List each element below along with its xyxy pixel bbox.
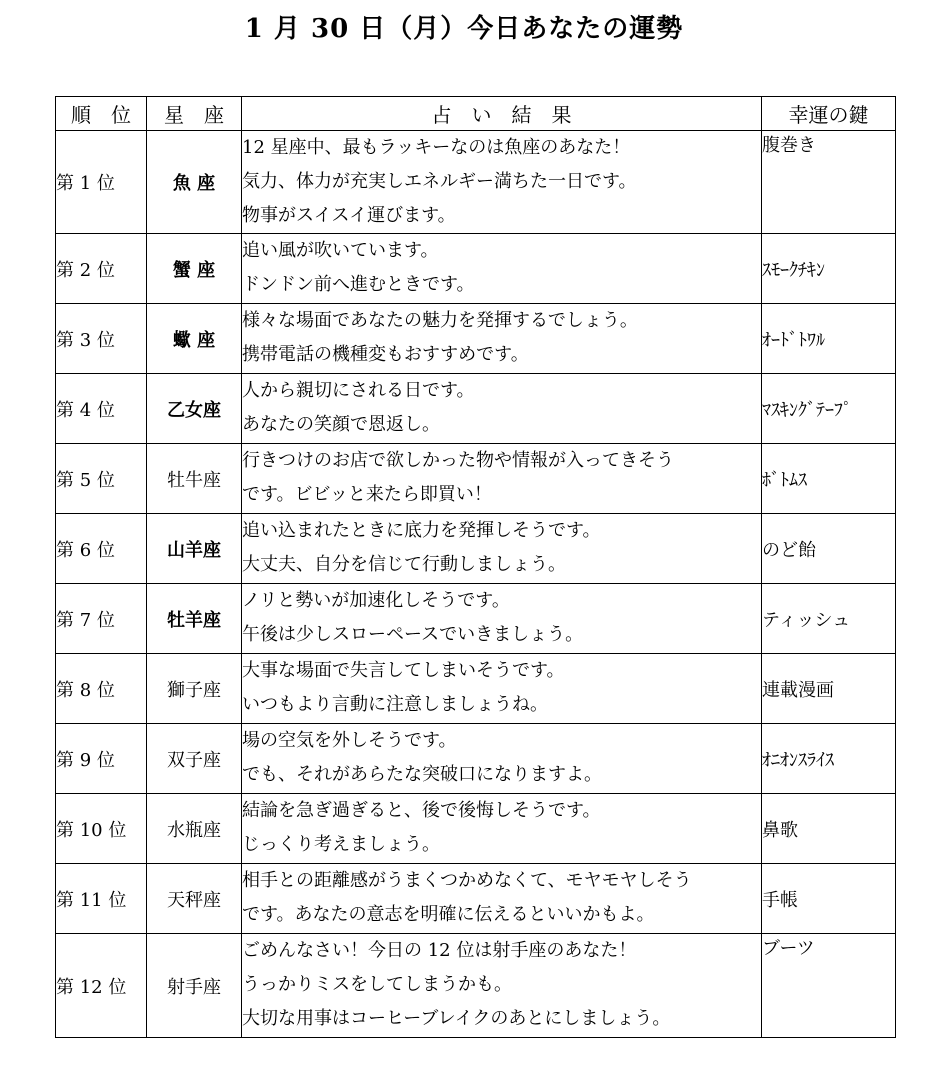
- table-row: [56, 934, 896, 1038]
- table-row: [56, 724, 896, 794]
- fortune-line: 追い風が吹いています。: [242, 240, 439, 261]
- zodiac-sign-cell: 牡牛座: [147, 444, 242, 514]
- rank-cell: 第 1 位: [56, 131, 147, 234]
- fortune-line: 気力、体力が充実しエネルギー満ちた一日です。: [242, 171, 637, 192]
- fortune-line: ごめんなさい！今日の 12 位は射手座のあなた！: [242, 940, 637, 961]
- fortune-line: 人から親切にされる日です。: [242, 380, 475, 401]
- table-row: [56, 374, 896, 444]
- lucky-key-cell: ﾎﾞﾄﾑｽ: [762, 444, 896, 514]
- fortune-line: です。あなたの意志を明確に伝えるといいかもよ。: [242, 904, 655, 925]
- page-title: 1 月 30 日（月）今日あなたの運勢: [244, 14, 684, 44]
- fortune-line: 大切な用事はコーヒーブレイクのあとにしましょう。: [242, 1008, 671, 1029]
- table-row: [56, 794, 896, 864]
- rank-cell: 第 8 位: [56, 654, 147, 724]
- fortune-result-cell: [242, 864, 762, 934]
- rank-cell: 第 2 位: [56, 234, 147, 304]
- table-row: [56, 864, 896, 934]
- zodiac-sign-cell: 天秤座: [147, 864, 242, 934]
- zodiac-sign-cell: 魚 座: [147, 131, 242, 234]
- rank-cell: 第 3 位: [56, 304, 147, 374]
- fortune-line: 午後は少しスローペースでいきましょう。: [242, 624, 584, 645]
- zodiac-sign-cell: 射手座: [147, 934, 242, 1038]
- fortune-line: 12 星座中、最もラッキーなのは魚座のあなた！: [242, 137, 631, 158]
- fortune-line: 物事がスイスイ運びます。: [242, 205, 456, 226]
- fortune-result-cell: [242, 131, 762, 234]
- zodiac-sign-cell: 蠍 座: [147, 304, 242, 374]
- zodiac-sign-cell: 獅子座: [147, 654, 242, 724]
- zodiac-sign-cell: 双子座: [147, 724, 242, 794]
- rank-cell: 第 4 位: [56, 374, 147, 444]
- zodiac-sign-cell: 水瓶座: [147, 794, 242, 864]
- rank-cell: 第 6 位: [56, 514, 147, 584]
- fortune-line: 携帯電話の機種変もおすすめです。: [242, 344, 529, 365]
- fortune-result-cell: [242, 374, 762, 444]
- table-header-row: [56, 97, 896, 131]
- lucky-key-cell: ｵﾆｵﾝｽﾗｲｽ: [762, 724, 896, 794]
- fortune-result-cell: [242, 724, 762, 794]
- zodiac-sign-cell: 乙女座: [147, 374, 242, 444]
- fortune-result-cell: [242, 654, 762, 724]
- fortune-line: ノリと勢いが加速化しそうです。: [242, 590, 510, 611]
- lucky-key-cell: ブーツ: [762, 934, 896, 1038]
- lucky-key-cell: ティッシュ: [762, 584, 896, 654]
- fortune-line: です。ビビッと来たら即買い！: [242, 484, 492, 505]
- fortune-result-cell: [242, 444, 762, 514]
- table-row: [56, 234, 896, 304]
- header-lucky-key: 幸運の鍵: [762, 97, 896, 131]
- fortune-result-cell: [242, 304, 762, 374]
- lucky-key-cell: 連載漫画: [762, 654, 896, 724]
- fortune-table: [55, 96, 896, 1038]
- zodiac-sign-cell: 山羊座: [147, 514, 242, 584]
- lucky-key-cell: 腹巻き: [762, 131, 896, 234]
- table-row: [56, 444, 896, 514]
- table-row: [56, 584, 896, 654]
- fortune-line: あなたの笑顔で恩返し。: [242, 414, 440, 435]
- fortune-line: 行きつけのお店で欲しかった物や情報が入ってきそう: [242, 450, 674, 471]
- fortune-result-cell: [242, 584, 762, 654]
- rank-cell: 第 12 位: [56, 934, 147, 1038]
- header-sign: 星 座: [147, 97, 242, 131]
- fortune-line: 大事な場面で失言してしまいそうです。: [242, 660, 565, 681]
- lucky-key-cell: ﾏｽｷﾝｸﾞﾃｰﾌﾟ: [762, 374, 896, 444]
- rank-cell: 第 11 位: [56, 864, 147, 934]
- fortune-line: ドンドン前へ進むときです。: [242, 274, 475, 295]
- fortune-line: いつもより言動に注意しましょうね。: [242, 694, 548, 715]
- fortune-line: 相手との距離感がうまくつかめなくて、モヤモヤしそう: [242, 870, 692, 891]
- fortune-line: 結論を急ぎ過ぎると、後で後悔しそうです。: [242, 800, 601, 821]
- fortune-line: 追い込まれたときに底力を発揮しそうです。: [242, 520, 601, 541]
- rank-cell: 第 10 位: [56, 794, 147, 864]
- fortune-line: でも、それがあらたな突破口になりますよ。: [242, 764, 602, 785]
- fortune-result-cell: [242, 514, 762, 584]
- lucky-key-cell: ｽﾓｰｸﾁｷﾝ: [762, 234, 896, 304]
- zodiac-sign-cell: 牡羊座: [147, 584, 242, 654]
- rank-cell: 第 7 位: [56, 584, 147, 654]
- fortune-line: 様々な場面であなたの魅力を発揮するでしょう。: [242, 310, 638, 331]
- table-row: [56, 131, 896, 234]
- fortune-result-cell: [242, 794, 762, 864]
- zodiac-sign-cell: 蟹 座: [147, 234, 242, 304]
- rank-cell: 第 5 位: [56, 444, 147, 514]
- fortune-line: じっくり考えましょう。: [242, 834, 440, 855]
- table-row: [56, 304, 896, 374]
- lucky-key-cell: 手帳: [762, 864, 896, 934]
- header-rank: 順 位: [56, 97, 147, 131]
- header-result: 占 い 結 果: [242, 97, 762, 131]
- table-row: [56, 654, 896, 724]
- fortune-result-cell: [242, 934, 762, 1038]
- lucky-key-cell: のど飴: [762, 514, 896, 584]
- rank-cell: 第 9 位: [56, 724, 147, 794]
- table-row: [56, 514, 896, 584]
- fortune-line: 場の空気を外しそうです。: [242, 730, 457, 751]
- fortune-line: うっかりミスをしてしまうかも。: [242, 974, 512, 995]
- lucky-key-cell: 鼻歌: [762, 794, 896, 864]
- fortune-result-cell: [242, 234, 762, 304]
- lucky-key-cell: ｵｰﾄﾞﾄﾜﾙ: [762, 304, 896, 374]
- fortune-line: 大丈夫、自分を信じて行動しましょう。: [242, 554, 566, 575]
